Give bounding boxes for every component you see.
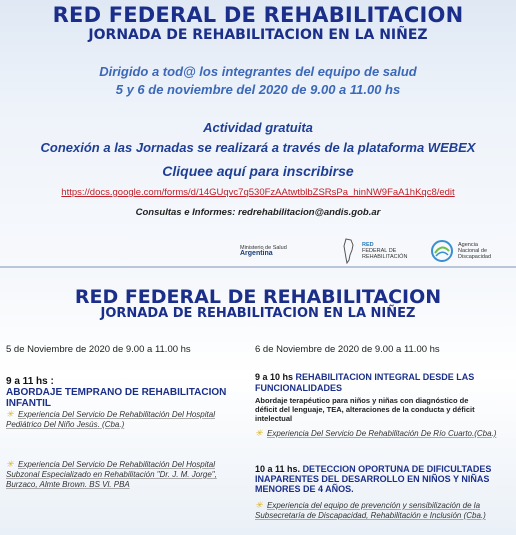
argentina-map-icon — [340, 238, 358, 264]
ministerio-line2: Argentina — [240, 250, 273, 257]
red-line1: RED — [362, 242, 374, 248]
day1-date: 5 de Noviembre de 2020 de 9.00 a 11.00 hs — [6, 344, 191, 355]
program-title: RED FEDERAL DE REHABILITACION — [74, 286, 442, 308]
red-federal-logo — [340, 236, 420, 266]
day1-session — [6, 376, 246, 409]
day2-session-2 — [255, 464, 513, 494]
bullet-star-icon: ✳ — [6, 409, 14, 419]
day2-session1-description: Abordaje terapéutico para niños y niñas con diagnóstico de déficit del lenguaje, TEA, alteraciones de la conducta y déficit intelectual — [255, 396, 475, 423]
audience-text: Dirigido a tod@ los integrantes del equipo de salud — [99, 64, 417, 79]
agencia-line2: Nacional de — [458, 248, 488, 254]
agencia-line3: Discapacidad — [458, 254, 492, 260]
ministerio-logo — [240, 236, 320, 266]
program-subtitle: JORNADA DE REHABILITACION EN LA NIÑEZ — [100, 306, 416, 321]
day1-session-title: ABORDAJE TEMPRANO DE REHABILITACION INFANTIL — [6, 387, 227, 409]
register-cta[interactable]: Cliquee aquí para inscribirse — [162, 163, 354, 179]
day2-session-1 — [255, 372, 513, 394]
bullet-star-icon: ✳ — [6, 459, 14, 469]
day1-experience-1 — [6, 409, 246, 430]
day2-date: 6 de Noviembre de 2020 de 9.00 a 11.00 hs — [255, 344, 440, 355]
bullet-star-icon: ✳ — [255, 500, 263, 510]
connection-text: Conexión a las Jornadas se realizará a través de la plataforma WEBEX — [40, 140, 476, 155]
ministerio-line1: Ministerio de Salud — [240, 245, 287, 251]
agencia-line1: Agencia — [458, 242, 478, 248]
registration-link[interactable]: https://docs.google.com/forms/d/14GUqvc7q530FzAAtwtblbZSRsPa_hinNW9FaA1hKqc8/edit — [61, 187, 455, 198]
day2-session1-title: REHABILITACION INTEGRAL DESDE LAS FUNCIONALIDADES — [255, 372, 475, 393]
free-activity-text: Actividad gratuita — [203, 120, 313, 135]
day2-session1-time: 9 a 10 hs — [255, 372, 294, 382]
day2-exp1-text: Experiencia Del Servicio De Rehabilitación De Río Cuarto.(Cba.) — [267, 429, 497, 438]
agencia-logo — [430, 236, 510, 266]
day2-exp2-text: Experiencia del equipo de prevención y sensibilización de la Subsecretaría de Discapacidad, Rehabilitación e Inclusión (Cba.) — [255, 501, 486, 520]
banner-subtitle: JORNADA DE REHABILITACION EN LA NIÑEZ — [88, 27, 428, 43]
top-banner — [0, 0, 516, 266]
logo-strip — [240, 236, 510, 266]
red-line3: REHABILITACIÓN — [362, 254, 408, 260]
agencia-swirl-icon — [430, 239, 454, 263]
day1-exp2-text: Experiencia Del Servicio De Rehabilitación Del Hospital Subzonal Especializado en Rehabilitación "Dr. J. M. Jorge", Burzaco, Almte Brown. BS Vl. PBA — [6, 460, 217, 489]
day2-session2-time: 10 a 11 hs. — [255, 464, 301, 474]
day1-experience-2 — [6, 459, 246, 490]
day1-exp1-text: Experiencia Del Servicio De Rehabilitación Del Hospital Pediátrico Del Niño Jesús. (Cba.) — [6, 410, 215, 429]
day2-experience-1 — [255, 428, 505, 439]
bullet-star-icon: ✳ — [255, 428, 263, 438]
banner-title: RED FEDERAL DE REHABILITACION — [52, 3, 464, 27]
date-text: 5 y 6 de noviembre del 2020 de 9.00 a 11.00 hs — [115, 82, 401, 97]
day2-session2-title: DETECCION OPORTUNA DE DIFICULTADES INAPARENTES DEL DESARROLLO EN NIÑOS Y NIÑAS MENORES DE 4 AÑOS. — [255, 464, 492, 494]
day1-session-time: 9 a 11 hs : — [6, 376, 54, 387]
red-line2: FEDERAL DE — [362, 248, 397, 254]
program-section — [0, 268, 516, 535]
day2-experience-2 — [255, 500, 505, 521]
contact-text: Consultas e Informes: redrehabilitacion@andis.gob.ar — [135, 207, 381, 218]
